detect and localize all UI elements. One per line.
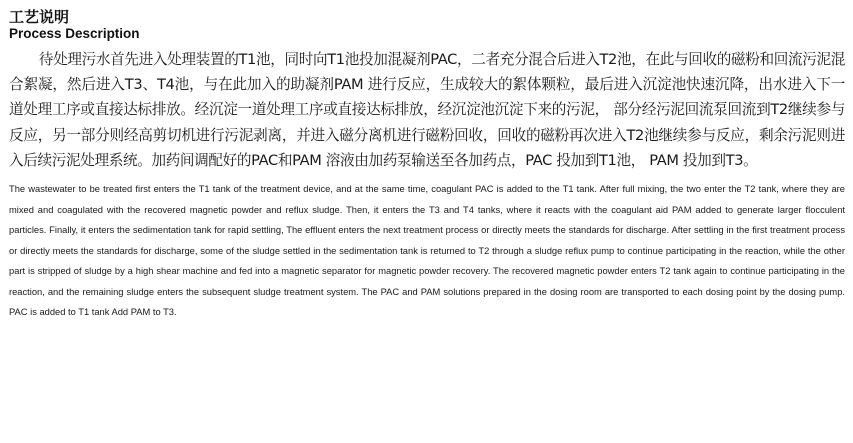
process-description-section (9, 8, 845, 323)
section-title-english: Process Description (9, 26, 140, 41)
description-paragraph-english: The wastewater to be treated first enters the T1 tank of the treatment device, and at the same time, coagulant PAC is added to the T1 tank. After full mixing, the two enter the T2 tank, where they are mixed and coagulated with the recovered magnetic powder and reflux sludge. Then, it enters the T3 and T4 tanks, where it reacts with the coagulant aid PAM added to generate larger flocculent particles. Finally, it enters the sedimentation tank for rapid settling, The effluent enters the next treatment process or directly meets the standards for discharge. After settling in the first treatment process or directly meets the standards for discharge, some of the sludge settled in the sedimentation tank is returned to T2 through a sludge reflux pump to continue participating in the reaction, while the other part is stripped of sludge by a high shear machine and fed into a magnetic separator for magnetic powder recovery. The recovered magnetic powder enters T2 tank again to continue participating in the reaction, and the remaining sludge enters the subsequent sludge treatment system. The PAC and PAM solutions prepared in the dosing room are transported to each dosing point by the dosing pump. PAC is added to T1 tank Add PAM to T3. (9, 184, 845, 318)
description-paragraph-chinese: 待处理污水首先进入处理装置的T1池，同时向T1池投加混凝剂PAC，二者充分混合后进入T2池，在此与回收的磁粉和回流污泥混合絮凝，然后进入T3、T4池，与在此加入的助凝剂PAM 进行反应，生成较大的絮体颗粒，最后进入沉淀池快速沉降，出水进入下一道处理工序或直接达标排放。经沉淀一道处理工序或直接达标排放，经沉淀池沉淀下来的污泥， 部分经污泥回流泵回流到T2继续参与反应，另一部分则经高剪切机进行污泥剥离，并进入磁分离机进行磁粉回收，回收的磁粉再次进入T2池继续参与反应，剩余污泥则进入后续污泥处理系统。加药间调配好的PAC和PAM 溶液由加药泵输送至各加药点，PAC 投加到T1池， PAM 投加到T3。 (9, 51, 845, 169)
section-title-chinese: 工艺说明 (9, 8, 70, 26)
